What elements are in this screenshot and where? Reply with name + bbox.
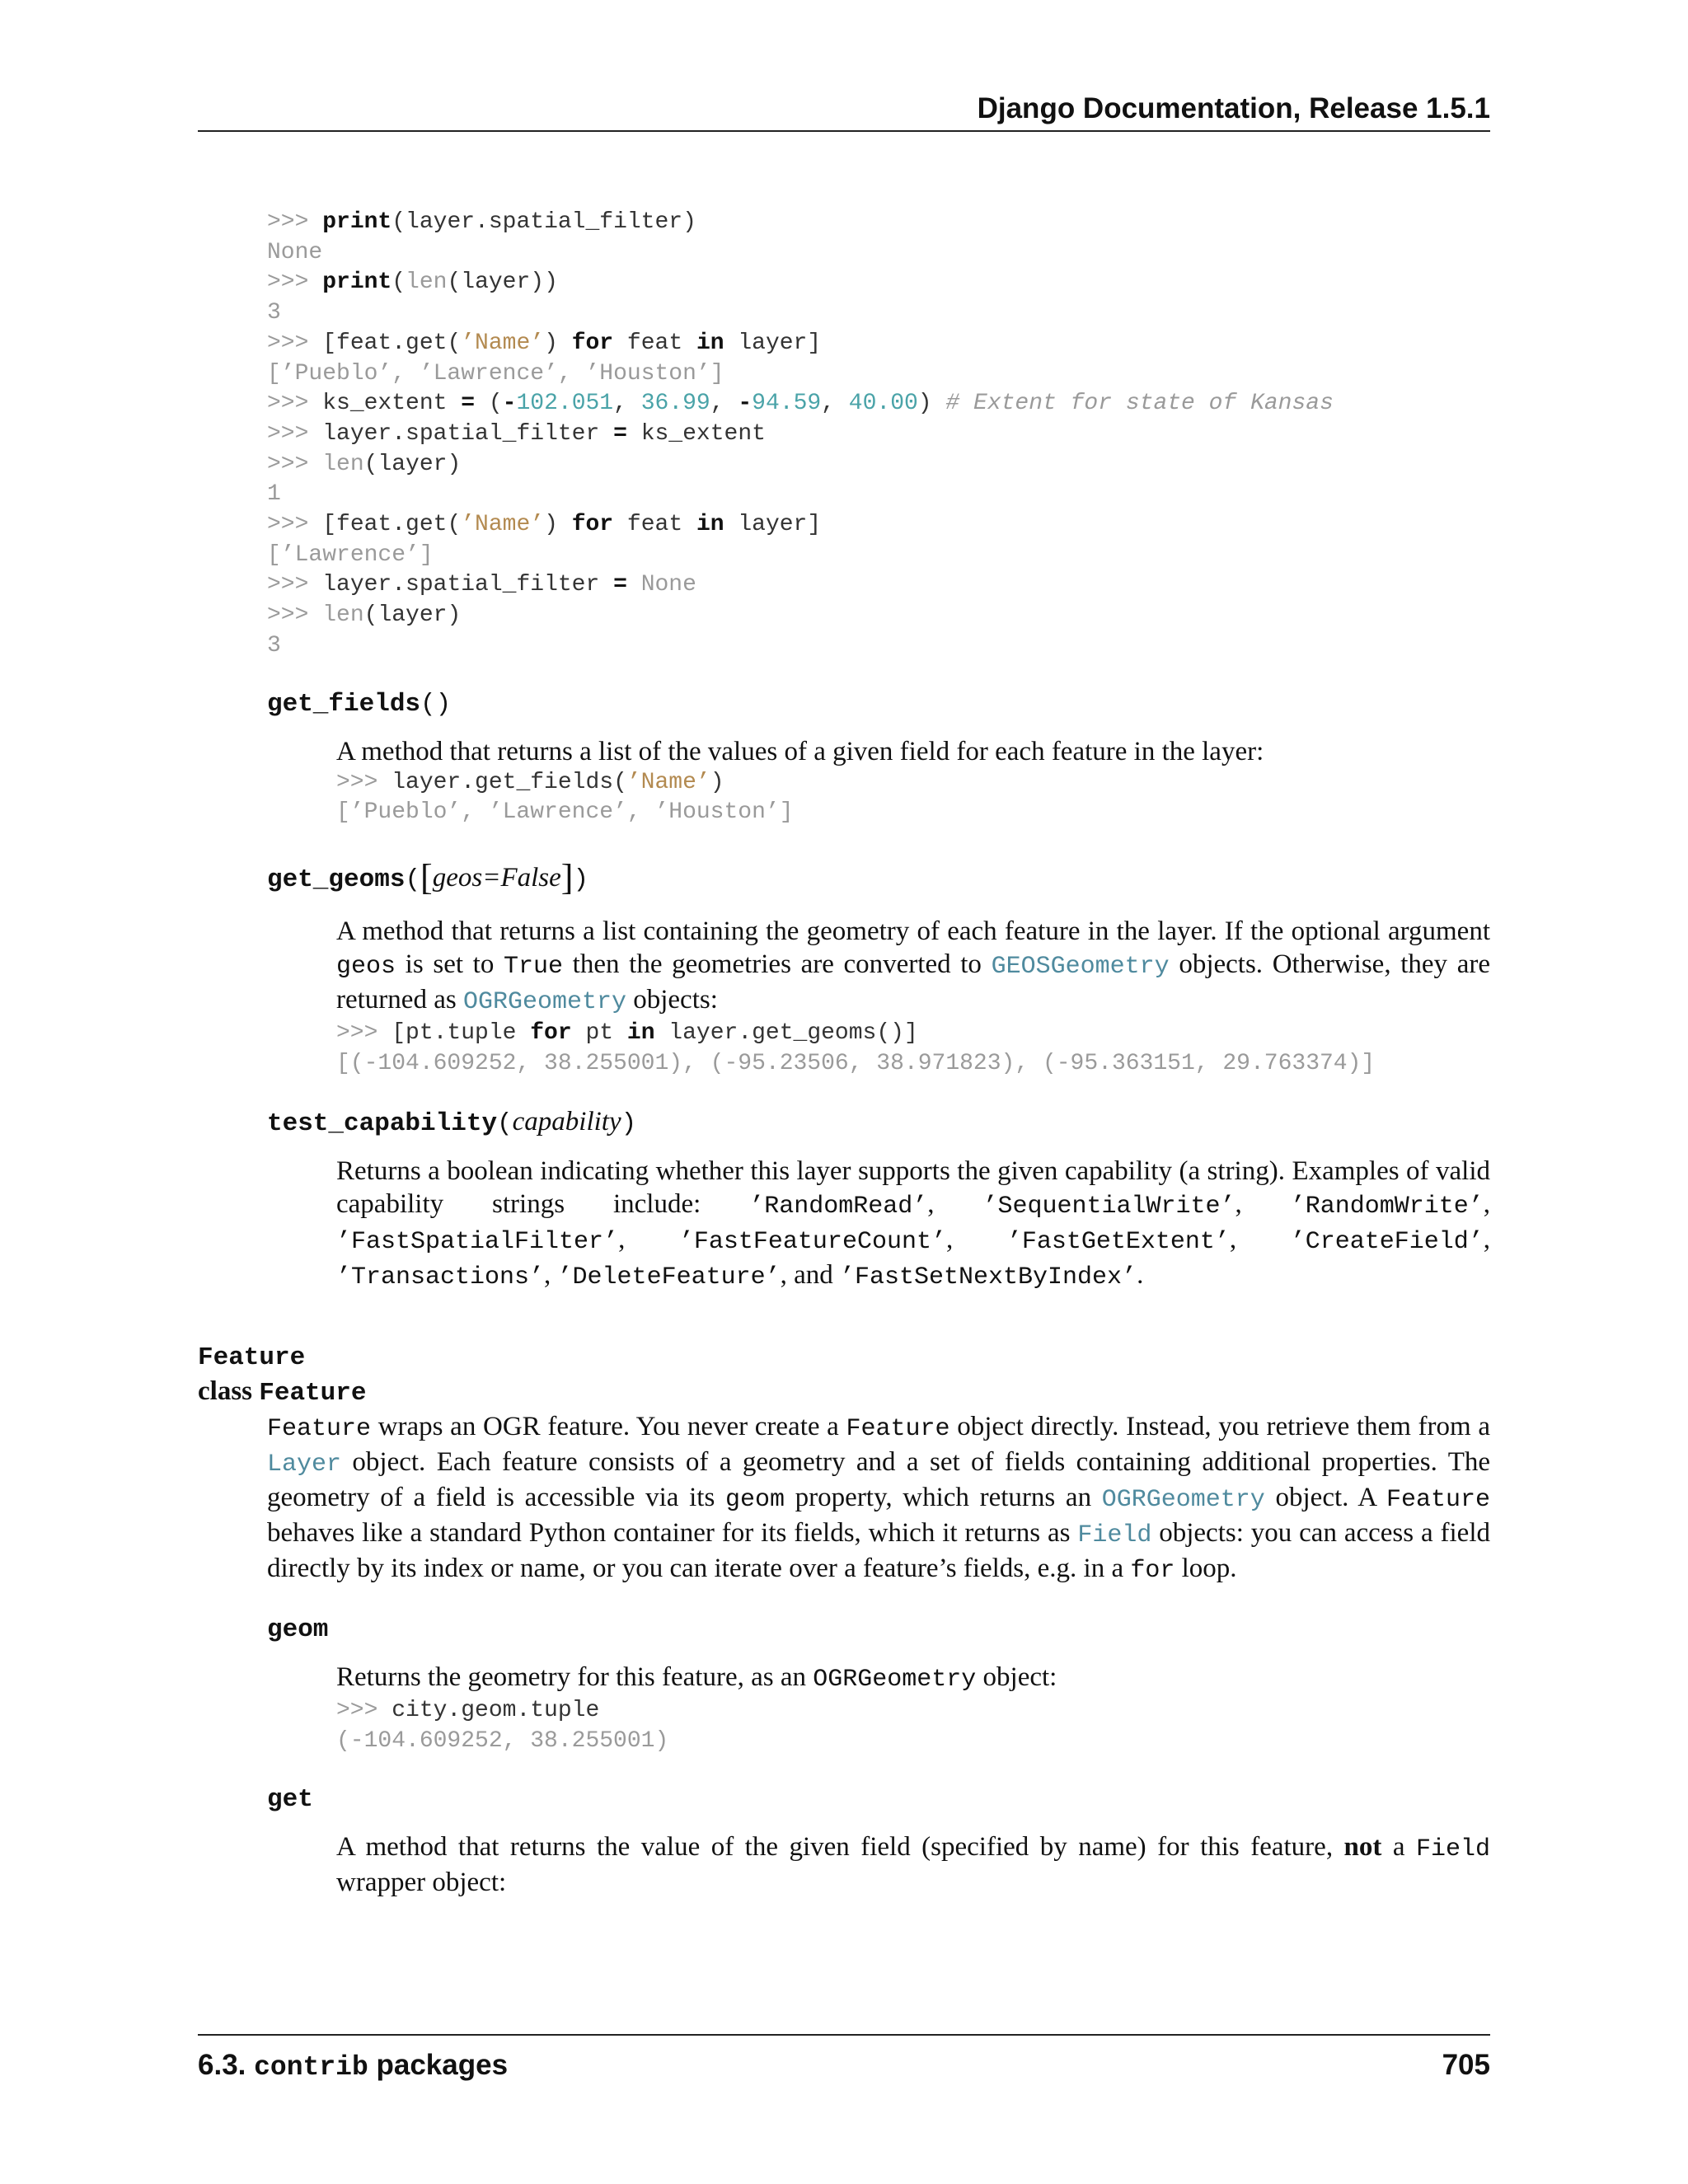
- code-token: =: [461, 391, 476, 417]
- code-token: 102.051: [516, 391, 614, 417]
- code-token: layer]: [724, 330, 822, 356]
- text: .: [1137, 1260, 1144, 1291]
- link-geosgeometry[interactable]: GEOSGeometry: [991, 952, 1170, 981]
- paren: ): [573, 865, 589, 894]
- code-line: [336, 770, 724, 795]
- code-token: print: [322, 269, 392, 296]
- code-token: ): [917, 391, 946, 417]
- code-line: [267, 209, 696, 235]
- inline-code: Feature: [846, 1415, 950, 1444]
- code-block: [336, 1019, 1490, 1079]
- code-token: [(-104.609252, 38.255001), (-95.23506, 38.971823), (-95.363151, 29.763374)]: [336, 1050, 1376, 1076]
- text: then the geometries are converted to: [563, 949, 992, 979]
- code-token: >>>: [267, 391, 323, 417]
- code-token: ,: [613, 391, 641, 417]
- method-signature-get: get: [267, 1784, 313, 1814]
- inline-code: ’DeleteFeature’: [557, 1263, 781, 1292]
- code-token: >>>: [267, 330, 323, 356]
- code-token: -: [738, 391, 753, 417]
- code-line: [267, 633, 281, 658]
- code-token: city.geom.tuple: [392, 1698, 600, 1724]
- method-name: test_capability: [267, 1109, 498, 1139]
- code-token: for: [571, 330, 614, 356]
- section-name: packages: [376, 2049, 509, 2081]
- code-line: [267, 330, 821, 356]
- separator: , and: [780, 1260, 840, 1291]
- link-ogrgeometry[interactable]: OGRGeometry: [1101, 1486, 1265, 1515]
- bracket: ]: [560, 856, 574, 898]
- code-token: in: [696, 512, 724, 538]
- method-arg: geos=False: [432, 862, 561, 893]
- link-layer[interactable]: Layer: [267, 1451, 342, 1479]
- code-token: 3: [267, 300, 281, 326]
- paren: ): [621, 1109, 637, 1139]
- code-token: >>>: [267, 512, 323, 538]
- code-line: [336, 799, 794, 825]
- code-token: ks_extent: [626, 420, 766, 447]
- code-line: [267, 269, 558, 295]
- text: Returns the geometry for this feature, as an: [336, 1662, 814, 1693]
- method-description: A method that returns a list of the values of a given field for each feature in the layer:: [336, 736, 1264, 766]
- separator: ,: [1483, 1225, 1490, 1255]
- code-token: ’Name’: [626, 769, 710, 795]
- code-token: -: [502, 391, 517, 417]
- code-token: in: [626, 1019, 655, 1046]
- code-line: [267, 481, 281, 507]
- code-token: feat: [613, 330, 696, 356]
- code-token: ks_extent: [322, 391, 462, 417]
- code-token: [feat.get(: [322, 512, 462, 538]
- code-token: ,: [821, 391, 849, 417]
- code-token: pt: [571, 1019, 627, 1046]
- code-token: len: [322, 602, 364, 629]
- code-token: in: [696, 330, 724, 356]
- inline-code: geos: [336, 952, 396, 981]
- inline-code: ’SequentialWrite’: [982, 1193, 1236, 1221]
- code-token: len: [406, 269, 448, 296]
- code-token: >>>: [267, 572, 323, 598]
- text: wrapper object:: [336, 1867, 507, 1897]
- code-token: None: [267, 239, 323, 265]
- code-line: [267, 542, 434, 568]
- section-title-feature: Feature: [198, 1343, 306, 1373]
- page-header: [198, 91, 1490, 132]
- code-token: feat: [613, 512, 696, 538]
- text: objects. Otherwise, they are returned as: [336, 949, 1490, 1015]
- text: Returns a boolean indicating whether this layer supports the given capability (a string). Examples of valid capability strings include:: [336, 1156, 1490, 1220]
- separator: ,: [618, 1225, 679, 1255]
- code-line: [267, 602, 461, 628]
- inline-code: True: [504, 952, 564, 981]
- code-token: None: [640, 572, 696, 598]
- code-line: [336, 1698, 599, 1723]
- code-token: (: [392, 269, 406, 296]
- text: property, which returns an: [785, 1483, 1102, 1513]
- code-line: [336, 1728, 668, 1754]
- section-number: 6.3.: [198, 2049, 246, 2081]
- method-params: (): [420, 689, 452, 719]
- text: objects: you can access a field directly by its index or name, or you can iterate over a feature’s fields, e.g. in a: [267, 1518, 1490, 1584]
- method-description: [336, 915, 1490, 1019]
- inline-code: for: [1130, 1557, 1175, 1586]
- code-token: >>>: [267, 209, 323, 235]
- inline-code: geom: [724, 1486, 785, 1515]
- method-description: [336, 1830, 1490, 1899]
- method-name: get_geoms: [267, 865, 406, 894]
- separator: ,: [1235, 1189, 1291, 1220]
- code-token: >>>: [336, 769, 392, 795]
- code-token: ,: [710, 391, 738, 417]
- code-block: [336, 768, 1490, 828]
- inline-code: Feature: [1386, 1486, 1490, 1515]
- text: objects:: [626, 984, 718, 1015]
- inline-code: OGRGeometry: [813, 1666, 977, 1694]
- code-block: [267, 208, 1490, 662]
- code-token: (layer)): [447, 269, 558, 296]
- code-token: [’Pueblo’, ’Lawrence’, ’Houston’]: [267, 360, 724, 387]
- inline-code: ’RandomWrite’: [1290, 1193, 1484, 1221]
- code-token: print: [322, 209, 392, 235]
- text: A method that returns the value of the given field (specified by name) for this feature,: [336, 1831, 1344, 1862]
- attribute-signature-geom: geom: [267, 1615, 329, 1645]
- paren: (: [497, 1109, 513, 1139]
- method-arg: capability: [512, 1107, 621, 1137]
- code-token: (: [475, 391, 503, 417]
- code-block: [336, 1696, 1490, 1756]
- text: loop.: [1175, 1554, 1237, 1584]
- text: behaves like a standard Python container for its fields, which it returns as: [267, 1518, 1078, 1549]
- class-name: Feature: [259, 1379, 367, 1408]
- page-number: 705: [1442, 2049, 1490, 2081]
- inline-code: ’FastSetNextByIndex’: [840, 1263, 1137, 1292]
- code-token: (-104.609252, 38.255001): [336, 1728, 669, 1755]
- code-token: for: [530, 1019, 572, 1046]
- code-line: [267, 391, 1334, 416]
- class-description: [267, 1410, 1490, 1587]
- code-token: (layer): [363, 451, 462, 477]
- separator: ,: [927, 1189, 983, 1220]
- text: object. A: [1264, 1483, 1386, 1513]
- method-name: get_fields: [267, 689, 421, 719]
- code-token: layer.spatial_filter: [322, 420, 614, 447]
- code-token: ): [544, 330, 572, 356]
- code-token: ’Name’: [461, 330, 545, 356]
- code-line: [267, 421, 766, 447]
- code-token: [’Lawrence’]: [267, 541, 434, 568]
- code-token: for: [571, 512, 614, 538]
- code-token: ): [544, 512, 572, 538]
- method-signature-test-capability: [267, 1107, 1490, 1138]
- code-token: >>>: [267, 420, 323, 447]
- code-token: >>>: [267, 269, 323, 296]
- link-ogrgeometry[interactable]: OGRGeometry: [462, 987, 626, 1016]
- code-token: len: [322, 451, 364, 477]
- text: object:: [976, 1662, 1057, 1693]
- code-token: layer.spatial_filter: [322, 572, 614, 598]
- separator: ,: [1229, 1225, 1291, 1255]
- text: A method that returns a list containing the geometry of each feature in the layer. If the optional argument: [336, 916, 1490, 946]
- code-token: layer.get_fields(: [392, 769, 627, 795]
- footer-section: [198, 2049, 508, 2083]
- code-token: =: [613, 572, 627, 598]
- method-description: [336, 1155, 1490, 1294]
- code-token: 94.59: [752, 391, 822, 417]
- code-token: 1: [267, 481, 281, 508]
- code-token: >>>: [267, 602, 323, 629]
- code-token: >>>: [336, 1019, 392, 1046]
- code-token: ): [710, 769, 724, 795]
- code-token: layer]: [724, 512, 822, 538]
- inline-code: ’FastGetExtent’: [1006, 1228, 1230, 1257]
- code-line: [267, 361, 724, 387]
- bracket: [: [420, 856, 433, 898]
- section-code: contrib: [254, 2052, 368, 2083]
- link-field[interactable]: Field: [1077, 1521, 1152, 1550]
- code-token: 36.99: [640, 391, 710, 417]
- code-token: # Extent for state of Kansas: [945, 391, 1334, 417]
- inline-code: Feature: [267, 1415, 372, 1444]
- text: object. Each feature consists of a geometry and a set of fields containing additional properties. The geometry of a field is accessible via its: [267, 1447, 1490, 1513]
- inline-code: ’Transactions’: [336, 1263, 545, 1292]
- code-token: [pt.tuple: [392, 1019, 531, 1046]
- code-line: [267, 452, 461, 477]
- code-token: (layer.spatial_filter): [392, 209, 696, 235]
- text: a: [1381, 1831, 1416, 1862]
- code-token: layer.get_geoms()]: [654, 1019, 918, 1046]
- inline-code: ’FastFeatureCount’: [678, 1228, 946, 1257]
- document-title: Django Documentation, Release 1.5.1: [977, 92, 1490, 124]
- code-token: [’Pueblo’, ’Lawrence’, ’Houston’]: [336, 799, 794, 826]
- code-token: ’Name’: [461, 512, 545, 538]
- code-token: [feat.get(: [322, 330, 462, 356]
- code-line: [336, 1051, 1375, 1076]
- text: object directly. Instead, you retrieve them from a: [950, 1412, 1491, 1442]
- code-token: 40.00: [848, 391, 918, 417]
- separator: ,: [945, 1225, 1007, 1255]
- separator: ,: [544, 1260, 558, 1291]
- inline-code: ’CreateField’: [1290, 1228, 1484, 1257]
- code-line: [267, 512, 821, 537]
- code-line: [267, 572, 696, 598]
- method-signature-get-fields: [267, 690, 1490, 719]
- class-keyword: class: [198, 1376, 252, 1407]
- text: wraps an OGR feature. You never create a: [371, 1412, 846, 1442]
- code-token: >>>: [267, 451, 323, 477]
- page-content: [198, 208, 1490, 1899]
- text: is set to: [396, 949, 504, 979]
- class-signature: [198, 1375, 1490, 1410]
- inline-code: ’FastSpatialFilter’: [336, 1228, 619, 1257]
- inline-code: Field: [1415, 1835, 1490, 1863]
- paren: (: [405, 865, 421, 894]
- inline-code: ’RandomRead’: [749, 1193, 928, 1221]
- code-token: >>>: [336, 1698, 392, 1724]
- attribute-description: [336, 1661, 1490, 1696]
- code-line: [267, 300, 281, 326]
- code-token: [627, 572, 641, 598]
- code-line: [267, 240, 322, 265]
- page-footer: [198, 2034, 1490, 2083]
- separator: ,: [1483, 1189, 1490, 1220]
- method-signature-get-geoms: [267, 856, 1490, 898]
- code-token: (layer): [363, 602, 462, 629]
- code-token: 3: [267, 632, 281, 658]
- code-token: =: [613, 420, 627, 447]
- emphasis: not: [1343, 1831, 1382, 1862]
- code-line: [336, 1020, 918, 1046]
